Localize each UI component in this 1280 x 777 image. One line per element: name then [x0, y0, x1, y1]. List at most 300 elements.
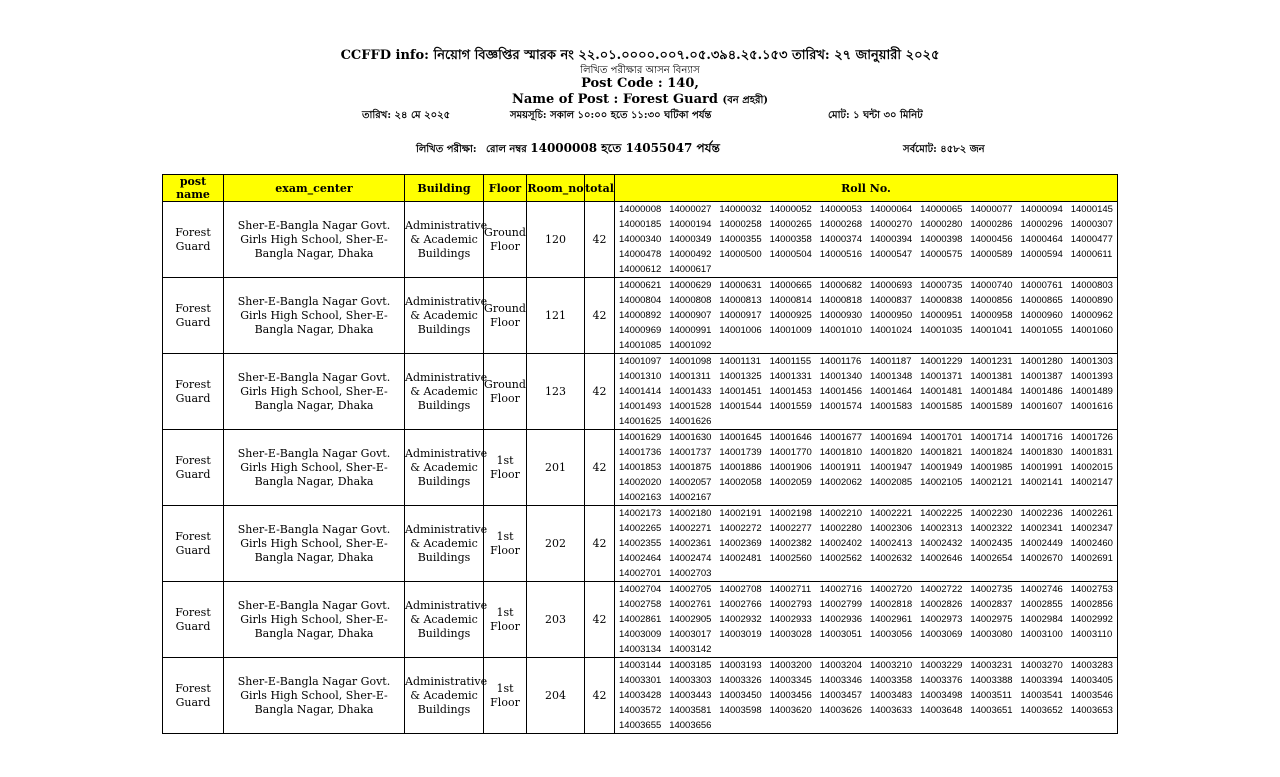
roll-number: 14001381 — [970, 371, 1013, 382]
roll-number: 14002761 — [669, 599, 712, 610]
roll-number: 14001544 — [719, 401, 762, 412]
roll-number: 14001187 — [869, 356, 912, 367]
roll-number: 14003598 — [719, 705, 762, 716]
roll-number: 14002062 — [819, 477, 863, 488]
roll-number: 14000969 — [619, 325, 662, 336]
roll-number: 14003210 — [869, 660, 913, 671]
roll-number: 14001583 — [869, 401, 913, 412]
roll-number: 14001574 — [819, 401, 863, 412]
roll-number: 14001325 — [719, 371, 762, 382]
roll-number: 14002936 — [819, 614, 863, 625]
roll-number: 14003653 — [1070, 705, 1113, 716]
roll-number: 14001092 — [669, 340, 712, 351]
roll-number: 14003498 — [920, 690, 963, 701]
roll-number: 14002701 — [619, 568, 662, 579]
roll-number: 14001097 — [619, 356, 662, 367]
roll-number: 14002799 — [819, 599, 863, 610]
roll-number: 14002265 — [619, 523, 662, 534]
roll-number: 14000027 — [669, 204, 712, 215]
roll-number: 14002058 — [719, 477, 762, 488]
roll-number: 14003656 — [669, 720, 712, 731]
cell-floor: Ground Floor — [484, 202, 527, 278]
roll-number: 14000268 — [819, 219, 863, 230]
roll-number: 14000665 — [769, 280, 812, 291]
roll-number: 14003541 — [1020, 690, 1063, 701]
cell-exam-center: Sher-E-Bangla Nagar Govt. Girls High School, Sher-E-Bangla Nagar, Dhaka — [224, 430, 405, 506]
roll-number: 14000492 — [669, 249, 712, 260]
roll-number: 14001726 — [1070, 432, 1113, 443]
cell-roll-numbers — [615, 506, 1118, 582]
roll-number: 14000547 — [869, 249, 913, 260]
roll-number: 14000682 — [819, 280, 863, 291]
cell-roll-numbers — [615, 658, 1118, 734]
roll-number: 14003270 — [1020, 660, 1063, 671]
roll-number: 14001701 — [920, 432, 963, 443]
roll-number: 14002347 — [1070, 523, 1113, 534]
post-name: Name of Post : Forest Guard — [511, 92, 718, 107]
roll-range: 14000008 হতে 14055047 পর্যন্ত — [530, 141, 720, 155]
roll-range-line — [486, 140, 720, 160]
roll-number: 14002705 — [669, 584, 712, 595]
roll-number: 14000631 — [719, 280, 762, 291]
roll-number: 14001414 — [619, 386, 662, 397]
cell-floor: 1st Floor — [484, 506, 527, 582]
roll-number: 14001131 — [719, 356, 761, 367]
roll-number: 14002826 — [920, 599, 963, 610]
roll-number: 14000398 — [920, 234, 963, 245]
roll-number: 14003388 — [970, 675, 1013, 686]
roll-number: 14000693 — [869, 280, 913, 291]
cell-floor: Ground Floor — [484, 278, 527, 354]
cell-room-no: 121 — [527, 278, 585, 354]
roll-number: 14002271 — [669, 523, 712, 534]
roll-number: 14002746 — [1020, 584, 1063, 595]
roll-number: 14001451 — [719, 386, 762, 397]
cell-building: Administrative & Academic Buildings — [405, 506, 484, 582]
roll-number: 14001607 — [1020, 401, 1063, 412]
roll-number: 14000907 — [669, 310, 712, 321]
roll-number: 14002322 — [970, 523, 1013, 534]
roll-number: 14001820 — [869, 447, 913, 458]
exam-duration: মোট: ১ ঘন্টা ৩০ মিনিট — [828, 110, 923, 121]
roll-number: 14002856 — [1070, 599, 1113, 610]
roll-number: 14002758 — [619, 599, 662, 610]
roll-number: 14000265 — [769, 219, 812, 230]
roll-number-grid — [619, 658, 1117, 733]
roll-number: 14001911 — [819, 462, 862, 473]
roll-number: 14000890 — [1070, 295, 1113, 306]
roll-number: 14003017 — [669, 629, 712, 640]
roll-number: 14002163 — [619, 492, 662, 503]
roll-number: 14001616 — [1070, 401, 1113, 412]
roll-number: 14002210 — [819, 508, 863, 519]
roll-number: 14000814 — [769, 295, 812, 306]
roll-number: 14000307 — [1070, 219, 1113, 230]
seat-plan-table — [162, 174, 1118, 734]
roll-number: 14002861 — [619, 614, 662, 625]
roll-number: 14000617 — [669, 264, 712, 275]
roll-number: 14000064 — [869, 204, 913, 215]
roll-number: 14001010 — [819, 325, 863, 336]
cell-exam-center: Sher-E-Bangla Nagar Govt. Girls High School, Sher-E-Bangla Nagar, Dhaka — [224, 202, 405, 278]
roll-number: 14001484 — [970, 386, 1013, 397]
header-exam-center: exam_center — [224, 175, 405, 202]
cell-floor: Ground Floor — [484, 354, 527, 430]
roll-number: 14002261 — [1070, 508, 1113, 519]
roll-number: 14001770 — [769, 447, 812, 458]
cell-exam-center: Sher-E-Bangla Nagar Govt. Girls High School, Sher-E-Bangla Nagar, Dhaka — [224, 658, 405, 734]
roll-number: 14002708 — [719, 584, 762, 595]
roll-number-grid — [619, 278, 1117, 353]
roll-number: 14001830 — [1020, 447, 1063, 458]
roll-number: 14000818 — [819, 295, 863, 306]
roll-number: 14002711 — [769, 584, 812, 595]
cell-roll-numbers — [615, 430, 1118, 506]
roll-number: 14002306 — [869, 523, 913, 534]
roll-number: 14003303 — [669, 675, 712, 686]
roll-number: 14003100 — [1020, 629, 1063, 640]
header-total: total — [585, 175, 615, 202]
roll-number: 14003655 — [619, 720, 662, 731]
cell-room-no: 204 — [527, 658, 585, 734]
cell-roll-numbers — [615, 354, 1118, 430]
roll-number: 14000804 — [619, 295, 662, 306]
roll-number: 14000594 — [1020, 249, 1063, 260]
roll-number: 14002280 — [819, 523, 863, 534]
roll-number: 14002141 — [1020, 477, 1063, 488]
cell-exam-center: Sher-E-Bangla Nagar Govt. Girls High School, Sher-E-Bangla Nagar, Dhaka — [224, 278, 405, 354]
roll-number: 14002369 — [719, 538, 762, 549]
roll-number: 14001626 — [669, 416, 712, 427]
roll-number: 14003051 — [819, 629, 863, 640]
header-roll-no: Roll No. — [615, 175, 1118, 202]
roll-number: 14001853 — [619, 462, 662, 473]
roll-number: 14001387 — [1020, 371, 1063, 382]
roll-number: 14000575 — [920, 249, 963, 260]
roll-number: 14000077 — [970, 204, 1013, 215]
roll-number: 14000740 — [970, 280, 1013, 291]
roll-number: 14000032 — [719, 204, 762, 215]
roll-number: 14000621 — [619, 280, 662, 291]
roll-number: 14003345 — [769, 675, 812, 686]
roll-number: 14000611 — [1070, 249, 1113, 260]
roll-number: 14001280 — [1020, 356, 1063, 367]
table-header-row — [163, 175, 1118, 202]
cell-post-name: Forest Guard — [163, 202, 224, 278]
roll-number: 14003581 — [669, 705, 712, 716]
post-code: Post Code : 140, — [581, 76, 699, 91]
roll-number: 14001736 — [619, 447, 662, 458]
roll-number: 14000516 — [819, 249, 863, 260]
roll-number: 14001559 — [769, 401, 812, 412]
roll-number: 14000355 — [719, 234, 762, 245]
roll-number: 14001229 — [920, 356, 963, 367]
roll-number: 14003546 — [1070, 690, 1113, 701]
roll-number: 14001714 — [970, 432, 1013, 443]
roll-number: 14002646 — [920, 553, 963, 564]
roll-number: 14000270 — [869, 219, 913, 230]
cell-total: 42 — [585, 506, 615, 582]
roll-number-grid — [619, 354, 1117, 429]
roll-number: 14001645 — [719, 432, 762, 443]
roll-number: 14001035 — [920, 325, 963, 336]
roll-number: 14001433 — [669, 386, 712, 397]
roll-number: 14001625 — [619, 416, 662, 427]
roll-number: 14000962 — [1070, 310, 1113, 321]
roll-number: 14000478 — [619, 249, 662, 260]
roll-number: 14003134 — [619, 644, 662, 655]
roll-number: 14000761 — [1020, 280, 1063, 291]
roll-number-grid — [619, 430, 1117, 505]
roll-number: 14000917 — [719, 310, 762, 321]
cell-roll-numbers — [615, 202, 1118, 278]
roll-number: 14000394 — [869, 234, 913, 245]
roll-number: 14000296 — [1020, 219, 1063, 230]
roll-number: 14003231 — [970, 660, 1013, 671]
roll-number: 14002818 — [869, 599, 913, 610]
roll-number: 14002277 — [769, 523, 812, 534]
cell-total: 42 — [585, 278, 615, 354]
roll-number: 14003405 — [1070, 675, 1113, 686]
roll-number: 14003069 — [920, 629, 963, 640]
roll-number: 14000286 — [970, 219, 1013, 230]
cell-room-no: 203 — [527, 582, 585, 658]
roll-number: 14000145 — [1070, 204, 1113, 215]
roll-number: 14002562 — [819, 553, 863, 564]
header-building: Building — [405, 175, 484, 202]
total-candidates: সর্বমোট: ৪৫৮২ জন — [903, 144, 985, 155]
roll-number: 14003326 — [719, 675, 762, 686]
roll-number: 14002413 — [869, 538, 913, 549]
roll-number: 14002147 — [1070, 477, 1113, 488]
roll-number: 14003028 — [769, 629, 812, 640]
roll-number: 14001085 — [619, 340, 662, 351]
roll-number: 14001331 — [769, 371, 812, 382]
roll-number: 14002704 — [619, 584, 662, 595]
table-row — [163, 506, 1118, 582]
roll-number: 14003648 — [920, 705, 963, 716]
roll-number: 14001340 — [819, 371, 863, 382]
roll-number: 14003394 — [1020, 675, 1063, 686]
roll-number: 14000991 — [669, 325, 712, 336]
roll-number: 14001060 — [1070, 325, 1113, 336]
roll-number: 14001716 — [1020, 432, 1063, 443]
roll-number: 14002020 — [619, 477, 662, 488]
roll-number: 14003652 — [1020, 705, 1063, 716]
roll-number: 14001831 — [1070, 447, 1113, 458]
roll-number: 14002793 — [769, 599, 812, 610]
roll-number: 14003633 — [869, 705, 913, 716]
roll-number: 14000589 — [970, 249, 1013, 260]
roll-number: 14002449 — [1020, 538, 1063, 549]
roll-number: 14000930 — [819, 310, 863, 321]
cell-post-name: Forest Guard — [163, 582, 224, 658]
roll-number: 14002191 — [719, 508, 762, 519]
roll-number: 14001464 — [869, 386, 913, 397]
cell-building: Administrative & Academic Buildings — [405, 658, 484, 734]
roll-number: 14002180 — [669, 508, 712, 519]
roll-number: 14001098 — [669, 356, 712, 367]
header-room-no: Room_no — [527, 175, 585, 202]
roll-number: 14001947 — [869, 462, 913, 473]
roll-number: 14002085 — [869, 477, 913, 488]
cell-total: 42 — [585, 430, 615, 506]
roll-number: 14002225 — [920, 508, 963, 519]
roll-number: 14000194 — [669, 219, 712, 230]
roll-number: 14001371 — [920, 371, 963, 382]
cell-floor: 1st Floor — [484, 582, 527, 658]
table-row — [163, 354, 1118, 430]
cell-post-name: Forest Guard — [163, 278, 224, 354]
cell-room-no: 201 — [527, 430, 585, 506]
roll-number: 14002059 — [769, 477, 812, 488]
roll-number-grid — [619, 202, 1117, 277]
roll-number: 14001155 — [769, 356, 812, 367]
roll-number: 14003301 — [619, 675, 662, 686]
roll-number: 14002984 — [1020, 614, 1063, 625]
roll-number: 14000960 — [1020, 310, 1063, 321]
table-row — [163, 202, 1118, 278]
roll-number: 14002167 — [669, 492, 712, 503]
roll-number: 14003651 — [970, 705, 1013, 716]
roll-number: 14002105 — [920, 477, 963, 488]
roll-number: 14001231 — [970, 356, 1013, 367]
cell-exam-center: Sher-E-Bangla Nagar Govt. Girls High School, Sher-E-Bangla Nagar, Dhaka — [224, 506, 405, 582]
roll-number: 14001493 — [619, 401, 662, 412]
roll-number: 14002121 — [970, 477, 1013, 488]
roll-number: 14000892 — [619, 310, 662, 321]
roll-number: 14001585 — [920, 401, 963, 412]
roll-number: 14002560 — [769, 553, 812, 564]
roll-number: 14003457 — [819, 690, 863, 701]
cell-roll-numbers — [615, 582, 1118, 658]
roll-number: 14002481 — [719, 553, 762, 564]
roll-number: 14003229 — [920, 660, 963, 671]
roll-number: 14000340 — [619, 234, 662, 245]
roll-number: 14003450 — [719, 690, 762, 701]
roll-number: 14000958 — [970, 310, 1013, 321]
roll-number: 14002992 — [1070, 614, 1113, 625]
roll-number: 14002716 — [819, 584, 863, 595]
cell-floor: 1st Floor — [484, 430, 527, 506]
cell-building: Administrative & Academic Buildings — [405, 202, 484, 278]
roll-number: 14001310 — [619, 371, 662, 382]
roll-number: 14002670 — [1020, 553, 1063, 564]
roll-number: 14003511 — [970, 690, 1012, 701]
roll-number: 14002703 — [669, 568, 712, 579]
written-exam-label: লিখিত পরীক্ষা: — [416, 144, 477, 155]
roll-number: 14002654 — [970, 553, 1013, 564]
cell-total: 42 — [585, 658, 615, 734]
cell-exam-center: Sher-E-Bangla Nagar Govt. Girls High School, Sher-E-Bangla Nagar, Dhaka — [224, 354, 405, 430]
roll-number: 14001456 — [819, 386, 863, 397]
roll-number: 14003019 — [719, 629, 762, 640]
roll-number: 14002855 — [1020, 599, 1063, 610]
exam-date: তারিখ: ২৪ মে ২০২৫ — [362, 110, 451, 121]
roll-number: 14002460 — [1070, 538, 1113, 549]
roll-number: 14003456 — [769, 690, 812, 701]
roll-number: 14000500 — [719, 249, 762, 260]
roll-number: 14001694 — [869, 432, 913, 443]
table-row — [163, 278, 1118, 354]
roll-number: 14003376 — [920, 675, 963, 686]
roll-number: 14000865 — [1020, 295, 1063, 306]
roll-number: 14002632 — [869, 553, 913, 564]
roll-number: 14002341 — [1020, 523, 1063, 534]
roll-number: 14003009 — [619, 629, 662, 640]
roll-number: 14001041 — [970, 325, 1013, 336]
post-name-bangla: (বন প্রহরী) — [722, 95, 769, 106]
roll-number: 14000094 — [1020, 204, 1063, 215]
header-floor: Floor — [484, 175, 527, 202]
cell-room-no: 202 — [527, 506, 585, 582]
roll-number: 14001486 — [1020, 386, 1063, 397]
roll-number: 14002691 — [1070, 553, 1113, 564]
table-row — [163, 582, 1118, 658]
roll-number: 14001875 — [669, 462, 712, 473]
roll-number: 14002961 — [869, 614, 913, 625]
cell-room-no: 120 — [527, 202, 585, 278]
roll-number: 14002236 — [1020, 508, 1063, 519]
roll-number: 14000065 — [920, 204, 963, 215]
roll-number: 14001303 — [1070, 356, 1113, 367]
roll-number: 14001528 — [669, 401, 712, 412]
roll-number: 14000803 — [1070, 280, 1113, 291]
roll-number: 14002198 — [769, 508, 812, 519]
roll-number: 14003620 — [769, 705, 812, 716]
cell-post-name: Forest Guard — [163, 430, 224, 506]
roll-number: 14001985 — [970, 462, 1013, 473]
roll-number: 14002474 — [669, 553, 712, 564]
cell-exam-center: Sher-E-Bangla Nagar Govt. Girls High School, Sher-E-Bangla Nagar, Dhaka — [224, 582, 405, 658]
roll-number: 14001824 — [970, 447, 1013, 458]
roll-number: 14000925 — [769, 310, 812, 321]
cell-floor: 1st Floor — [484, 658, 527, 734]
roll-number: 14001991 — [1020, 462, 1063, 473]
roll-number: 14001821 — [920, 447, 963, 458]
roll-number: 14001348 — [869, 371, 913, 382]
roll-number: 14003443 — [669, 690, 712, 701]
document-subtitle: লিখিত পরীক্ষার আসন বিন্যাস — [580, 65, 700, 76]
roll-number: 14003200 — [769, 660, 812, 671]
roll-number: 14002975 — [970, 614, 1013, 625]
document-title: CCFFD info: নিয়োগ বিজ্ঞপ্তির স্মারক নং ২২.০১.০০০০.০০৭.০৫.৩৯৪.২৫.১৫৩ তারিখ: ২৭ জানুয়ারী ২০২৫ — [340, 48, 940, 63]
roll-number: 14000856 — [970, 295, 1013, 306]
roll-number: 14000629 — [669, 280, 712, 291]
roll-number: 14002057 — [669, 477, 712, 488]
roll-number: 14000374 — [819, 234, 863, 245]
roll-number: 14003193 — [719, 660, 762, 671]
roll-number: 14002221 — [869, 508, 913, 519]
roll-number: 14002722 — [920, 584, 963, 595]
roll-number: 14003144 — [619, 660, 662, 671]
roll-number: 14001886 — [719, 462, 762, 473]
cell-total: 42 — [585, 202, 615, 278]
cell-post-name: Forest Guard — [163, 354, 224, 430]
roll-number: 14000477 — [1070, 234, 1113, 245]
roll-number: 14001949 — [920, 462, 963, 473]
cell-room-no: 123 — [527, 354, 585, 430]
roll-number: 14000838 — [920, 295, 963, 306]
table-row — [163, 430, 1118, 506]
exam-schedule: সময়সূচি: সকাল ১০:০০ হতে ১১:৩০ ঘটিকা পর্যন্ত — [510, 110, 712, 121]
roll-number: 14000258 — [719, 219, 762, 230]
roll-number: 14003185 — [669, 660, 712, 671]
roll-number: 14000358 — [769, 234, 812, 245]
cell-building: Administrative & Academic Buildings — [405, 354, 484, 430]
roll-number: 14002720 — [869, 584, 913, 595]
roll-number: 14002933 — [769, 614, 812, 625]
